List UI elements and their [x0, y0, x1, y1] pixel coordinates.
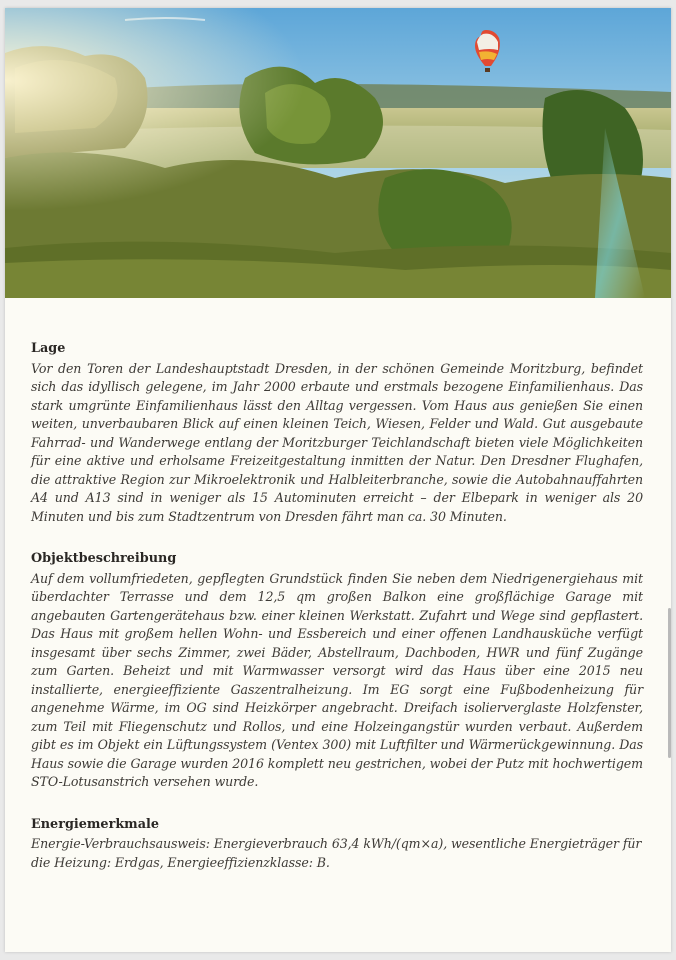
- section-heading-lage: Lage: [31, 341, 66, 356]
- section-lage: [31, 340, 643, 526]
- section-energiemerkmale: [31, 816, 643, 873]
- content-area: [31, 340, 643, 872]
- section-heading-energiemerkmale: Energiemerkmale: [31, 816, 160, 832]
- scrollbar[interactable]: [668, 608, 671, 758]
- section-heading-objektbeschreibung: Objektbeschreibung: [31, 551, 177, 566]
- landscape-photo: [5, 8, 671, 298]
- section-objektbeschreibung: [31, 550, 643, 792]
- section-text-objektbeschreibung: Auf dem vollumfriedeten, gepflegten Grundstück finden Sie neben dem Niedrigenergiehaus mit überdachter Terrasse und dem 12,5 qm großen Balkon eine großflächige Garage mit angebauten Gartengerätehaus bzw. einer kleinen Werkstatt. Zufahrt und Wege sind gepflastert. Das Haus mit großem hellen Wohn- und Essbereich und einer offenen Landhausküche verfügt insgesamt über sechs Zimmer, zwei Bäder, Abstellraum, Dachboden, HWR und fünf Zugänge zum Garten. Beheizt und mit Warmwasser versorgt wird das Haus über eine 2015 neu installierte, energieeffiziente Gaszentralheizung. Im EG sorgt eine Fußbodenheizung für angenehme Wärme, im OG sind Heizkörper angebracht. Dreifach isolierverglaste Holzfenster, zum Teil mit Fliegenschutz und Rollos, und eine Holzeingangstür wurden verbaut. Außerdem gibt es im Objekt ein Lüftungssystem (Ventex 300) mit Luftfilter und Wärmerückgewinnung. Das Haus sowie die Garage wurden 2016 komplett neu gestrichen, wobei der Putz mit hochwertigem STO-Lotusanstrich versehen wurde.: [31, 570, 643, 789]
- section-text-energiemerkmale: Energie-Verbrauchsausweis: Energieverbrauch 63,4 kWh/(qm×a), wesentliche Energieträger für die Heizung: Erdgas, Energieeffizienzklasse: B.: [31, 836, 642, 870]
- section-text-lage: Vor den Toren der Landeshauptstadt Dresden, in der schönen Gemeinde Moritzburg, befindet sich das idyllisch gelegene, im Jahr 2000 erbaute und erstmals bezogene Einfamilienhaus. Das stark umgrünte Einfamilienhaus lässt den Alltag vergessen. Vom Haus aus genießen Sie einen weiten, unverbaubaren Blick auf einen kleinen Teich, Wiesen, Felder und Wald. Gut ausgebaute Fahrrad- und Wanderwege entlang der Moritzburger Teichlandschaft bieten viele Möglichkeiten für eine aktive und erholsame Freizeitgestaltung inmitten der Natur. Den Dresdner Flughafen, die attraktive Region zur Mikroelektronik und Halbleiterbranche, sowie die Autobahnauffahrten A4 und A13 sind in weniger als 15 Autominuten erreicht – der Elbepark in weniger als 20 Minuten und bis zum Stadtzentrum von Dresden fährt man ca. 30 Minuten.: [31, 360, 643, 524]
- document-page: [5, 8, 671, 952]
